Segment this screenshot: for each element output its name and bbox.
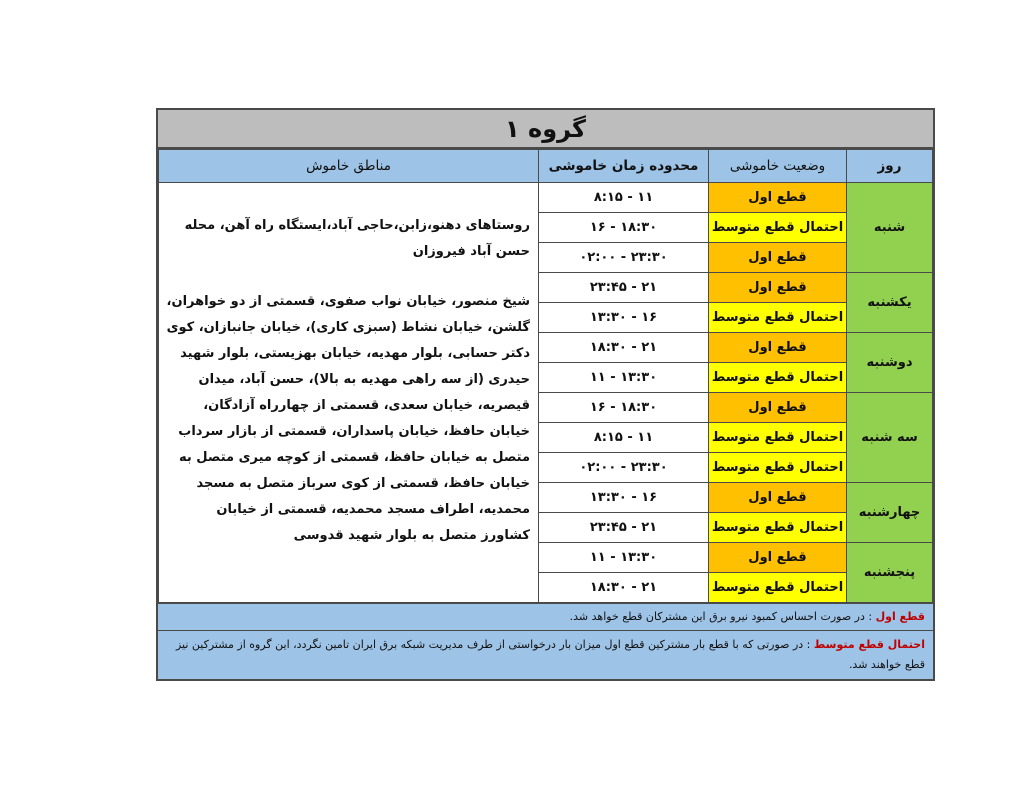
time-range-cell: ۱۶ - ۱۳:۳۰ bbox=[539, 303, 709, 333]
time-range-cell: ۱۱ - ۸:۱۵ bbox=[539, 183, 709, 213]
header-status: وضعیت خاموشی bbox=[709, 150, 847, 183]
areas-cell bbox=[159, 183, 539, 603]
day-cell: یکشنبه bbox=[847, 273, 933, 333]
status-cell: احتمال قطع متوسط bbox=[709, 363, 847, 393]
header-areas: مناطق خاموش bbox=[159, 150, 539, 183]
status-cell: احتمال قطع متوسط bbox=[709, 453, 847, 483]
schedule-row bbox=[159, 183, 933, 213]
note-medium-cut bbox=[158, 630, 933, 679]
note-text: : در صورت احساس کمبود نیرو برق این مشترکان قطع خواهد شد. bbox=[569, 610, 873, 623]
legend-notes bbox=[158, 603, 933, 679]
status-cell: قطع اول bbox=[709, 243, 847, 273]
outage-schedule-table bbox=[158, 149, 933, 603]
group-title: گروه ۱ bbox=[158, 110, 933, 149]
time-range-cell: ۱۶ - ۱۳:۳۰ bbox=[539, 483, 709, 513]
time-range-cell: ۲۱ - ۱۸:۳۰ bbox=[539, 573, 709, 603]
header-day: روز bbox=[847, 150, 933, 183]
status-cell: قطع اول bbox=[709, 543, 847, 573]
table-header-row bbox=[159, 150, 933, 183]
status-cell: احتمال قطع متوسط bbox=[709, 303, 847, 333]
areas-block-streets: شیخ منصور، خیابان نواب صفوی، قسمتی از دو خواهران، گلشن، خیابان نشاط (سبزی کاری)، خیابان جانبازان، کوی دکتر حسابی، بلوار مهدیه، خیابان بهزیستی، بلوار شهید حیدری (از سه راهی مهدیه به بالا)، حسن آباد، میدان قیصریه، خیابان سعدی، قسمتی از چهارراه آزادگان، خیابان حافظ، خیابان پاسداران، قسمتی از بازار سرداب متصل به خیابان حافظ، قسمتی از کوچه میری متصل به خیابان حافظ، قسمتی از کوی سرباز متصل به مسجد محمدیه، اطراف مسجد محمدیه، قسمتی از خیابان کشاورز متصل به بلوار شهید قدوسی bbox=[166, 294, 530, 543]
time-range-cell: ۲۳:۳۰ - ۰۲:۰۰ bbox=[539, 453, 709, 483]
status-cell: احتمال قطع متوسط bbox=[709, 423, 847, 453]
status-cell: قطع اول bbox=[709, 273, 847, 303]
day-cell: پنجشنبه bbox=[847, 543, 933, 603]
time-range-cell: ۲۱ - ۱۸:۳۰ bbox=[539, 333, 709, 363]
note-term: قطع اول bbox=[875, 610, 925, 623]
status-cell: احتمال قطع متوسط bbox=[709, 213, 847, 243]
status-cell: قطع اول bbox=[709, 183, 847, 213]
schedule-sheet bbox=[156, 108, 935, 681]
day-cell: سه شنبه bbox=[847, 393, 933, 483]
day-cell: چهارشنبه bbox=[847, 483, 933, 543]
time-range-cell: ۲۱ - ۲۳:۴۵ bbox=[539, 513, 709, 543]
header-time-range: محدوده زمان خاموشی bbox=[539, 150, 709, 183]
status-cell: قطع اول bbox=[709, 393, 847, 423]
status-cell: قطع اول bbox=[709, 333, 847, 363]
time-range-cell: ۱۱ - ۸:۱۵ bbox=[539, 423, 709, 453]
day-cell: دوشنبه bbox=[847, 333, 933, 393]
time-range-cell: ۱۳:۳۰ - ۱۱ bbox=[539, 543, 709, 573]
time-range-cell: ۲۱ - ۲۳:۴۵ bbox=[539, 273, 709, 303]
note-text: : در صورتی که با قطع بار مشترکین قطع اول میزان بار درخواستی از طرف مدیریت شبکه برق ایران تامین نگردد، این گروه از مشترکین نیز قطع خواهند شد. bbox=[175, 638, 925, 671]
status-cell: قطع اول bbox=[709, 483, 847, 513]
note-first-cut bbox=[158, 604, 933, 630]
time-range-cell: ۱۸:۳۰ - ۱۶ bbox=[539, 213, 709, 243]
status-cell: احتمال قطع متوسط bbox=[709, 513, 847, 543]
status-cell: احتمال قطع متوسط bbox=[709, 573, 847, 603]
time-range-cell: ۱۳:۳۰ - ۱۱ bbox=[539, 363, 709, 393]
day-cell: شنبه bbox=[847, 183, 933, 273]
note-term: احتمال قطع متوسط bbox=[813, 638, 925, 651]
time-range-cell: ۱۸:۳۰ - ۱۶ bbox=[539, 393, 709, 423]
time-range-cell: ۲۳:۳۰ - ۰۲:۰۰ bbox=[539, 243, 709, 273]
areas-block-villages: روستاهای دهنو،زابن،حاجی آباد،ایستگاه راه آهن، محله حسن آباد فیروزان bbox=[184, 218, 530, 259]
